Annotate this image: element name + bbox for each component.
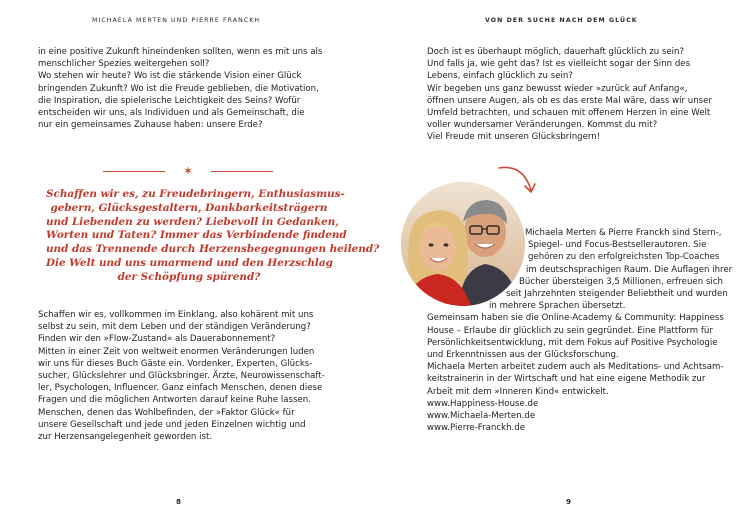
text-line: Michaela Merten & Pierre Franckh sind Stern-, <box>525 228 722 238</box>
text-line: House – Erlaube dir glücklich zu sein gegründet. Eine Plattform für <box>427 325 713 336</box>
text-line: Schaffen wir es, vollkommen im Einklang, also kohärent mit uns <box>38 310 314 320</box>
text-line: nur ein gemeinsames Zuhause haben: unsere Erde? <box>38 120 263 131</box>
author-bio <box>427 227 732 434</box>
text-line: öffnen unsere Augen, als ob es das erste Mal wäre, dass wir unser <box>427 95 712 106</box>
text-line: zur Herzensangelegenheit geworden ist. <box>38 432 213 443</box>
quote-line: der Schöpfung spürend? <box>117 270 261 283</box>
right-page <box>375 0 750 530</box>
page-number-left: 8 <box>176 497 182 506</box>
text-line: gehören zu den erfolgreichsten Top-Coaches <box>528 252 720 263</box>
text-line: Mitten in einer Zeit von weltweit enormen Veränderungen luden <box>38 346 315 357</box>
quote-line: und das Trennende durch Herzensbegegnungen heilend? <box>46 243 380 256</box>
quote-line: gebern, Glücksgestaltern, Dankbarkeitsträgern <box>50 201 328 214</box>
text-line: Viel Freude mit unseren Glücksbringern! <box>427 132 601 143</box>
text-line: selbst zu sein, mit dem Leben und der ständigen Veränderung? <box>38 322 311 333</box>
pull-quote <box>46 188 380 285</box>
text-line: Wir begeben uns ganz bewusst wieder »zurück auf Anfang«, <box>427 83 688 94</box>
quote-line: Worten und Taten? Immer das Verbindende findend <box>46 229 347 242</box>
text-line: ler, Psychologen, Influencer. Ganz einfach Menschen, denen diese <box>38 383 323 394</box>
text-line: Spiegel- und Focus-Bestsellerautoren. Sie <box>528 240 707 251</box>
curved-arrow-icon <box>493 160 543 210</box>
text-line: Fragen und die möglichen Antworten darauf keine Ruhe lassen. <box>38 395 311 406</box>
paragraph-left-1 <box>38 46 322 131</box>
text-line: menschlicher Spezies weitergehen soll? <box>38 59 210 70</box>
text-line: voller wundersamer Veränderungen. Kommst du mit? <box>427 120 658 131</box>
text-line: sucher, Glückslehrer und Glücksbringer. Ärzte, Neurowissenschaft- <box>38 371 325 382</box>
ornament-rule-left <box>103 171 165 172</box>
text-line: Doch ist es überhaupt möglich, dauerhaft glücklich zu sein? <box>427 47 685 57</box>
running-head-right: VON DER SUCHE NACH DEM GLÜCK <box>485 17 638 24</box>
text-line: Umfeld betrachten, und schauen mit offenem Herzen in eine Welt <box>427 108 711 119</box>
text-line: in mehrere Sprachen übersetzt. <box>489 301 626 312</box>
quote-line: Die Welt und uns umarmend und den Herzschlag <box>46 256 333 269</box>
text-line: bringenden Zukunft? Wo ist die Freude geblieben, die Motivation, <box>38 83 319 94</box>
text-line: Michaela Merten arbeitet zudem auch als Meditations- und Achtsam- <box>427 362 724 373</box>
text-line: seit Jahrzehnten steigender Beliebtheit und wurden <box>506 289 728 300</box>
text-line: Und falls ja, wie geht das? Ist es vielleicht sogar der Sinn des <box>427 59 691 70</box>
running-head-left: MICHAELA MERTEN UND PIERRE FRANCKH <box>92 17 261 24</box>
text-line: und Erkenntnissen aus der Glücksforschung. <box>427 350 619 361</box>
website-link: www.Pierre-Franckh.de <box>427 423 525 434</box>
website-link: www.Happiness-House.de <box>427 398 539 409</box>
asterisk-star-icon: ✶ <box>182 164 194 178</box>
text-line: wir uns für dieses Buch Gäste ein. Vordenker, Experten, Glücks- <box>38 358 313 369</box>
ornament-rule-right <box>211 171 273 172</box>
text-line: Bücher übersteigen 3,5 Millionen, erfreuen sich <box>519 276 723 287</box>
quote-line: Schaffen wir es, zu Freudebringern, Enthusiasmus- <box>46 188 345 200</box>
ornament-divider <box>103 164 273 178</box>
text-line: Lebens, einfach glücklich zu sein? <box>427 71 573 82</box>
text-line: Finden wir den »Flow-Zustand« als Dauerabonnement? <box>38 334 276 345</box>
text-line: in eine positive Zukunft hineindenken sollten, wenn es mit uns als <box>38 47 323 57</box>
text-line: keitstrainerin in der Wirtschaft und hat eine eigene Methodik zur <box>427 374 706 385</box>
paragraph-left-2 <box>38 309 325 443</box>
text-line: Gemeinsam haben sie die Online-Academy & Community: Happiness <box>427 313 724 324</box>
quote-line: und Liebenden zu werden? Liebevoll in Gedanken, <box>46 215 339 228</box>
text-line: Persönlichkeitsentwicklung, mit dem Fokus auf Positive Psychologie <box>427 337 718 348</box>
paragraph-right-1 <box>427 46 712 144</box>
website-link: www.Michaela-Merten.de <box>427 411 536 422</box>
text-line: die Inspiration, die spielerische Leichtigkeit des Seins? Wofür <box>38 95 301 106</box>
text-line: Wo stehen wir heute? Wo ist die stärkende Vision einer Glück <box>38 71 302 82</box>
text-line: im deutschsprachigen Raum. Die Auflagen ihrer <box>526 264 733 275</box>
page-number-right: 9 <box>566 497 572 506</box>
text-line: entscheiden wir uns, als Individuen und als Gemeinschaft, die <box>38 108 305 119</box>
text-line: unsere Gesellschaft und jede und jeden Einzelnen wichtig und <box>38 419 306 430</box>
text-line: Menschen, denen das Wohlbefinden, der »Faktor Glück« für <box>38 407 295 418</box>
text-line: Arbeit mit dem »Inneren Kind« entwickelt. <box>427 386 609 397</box>
